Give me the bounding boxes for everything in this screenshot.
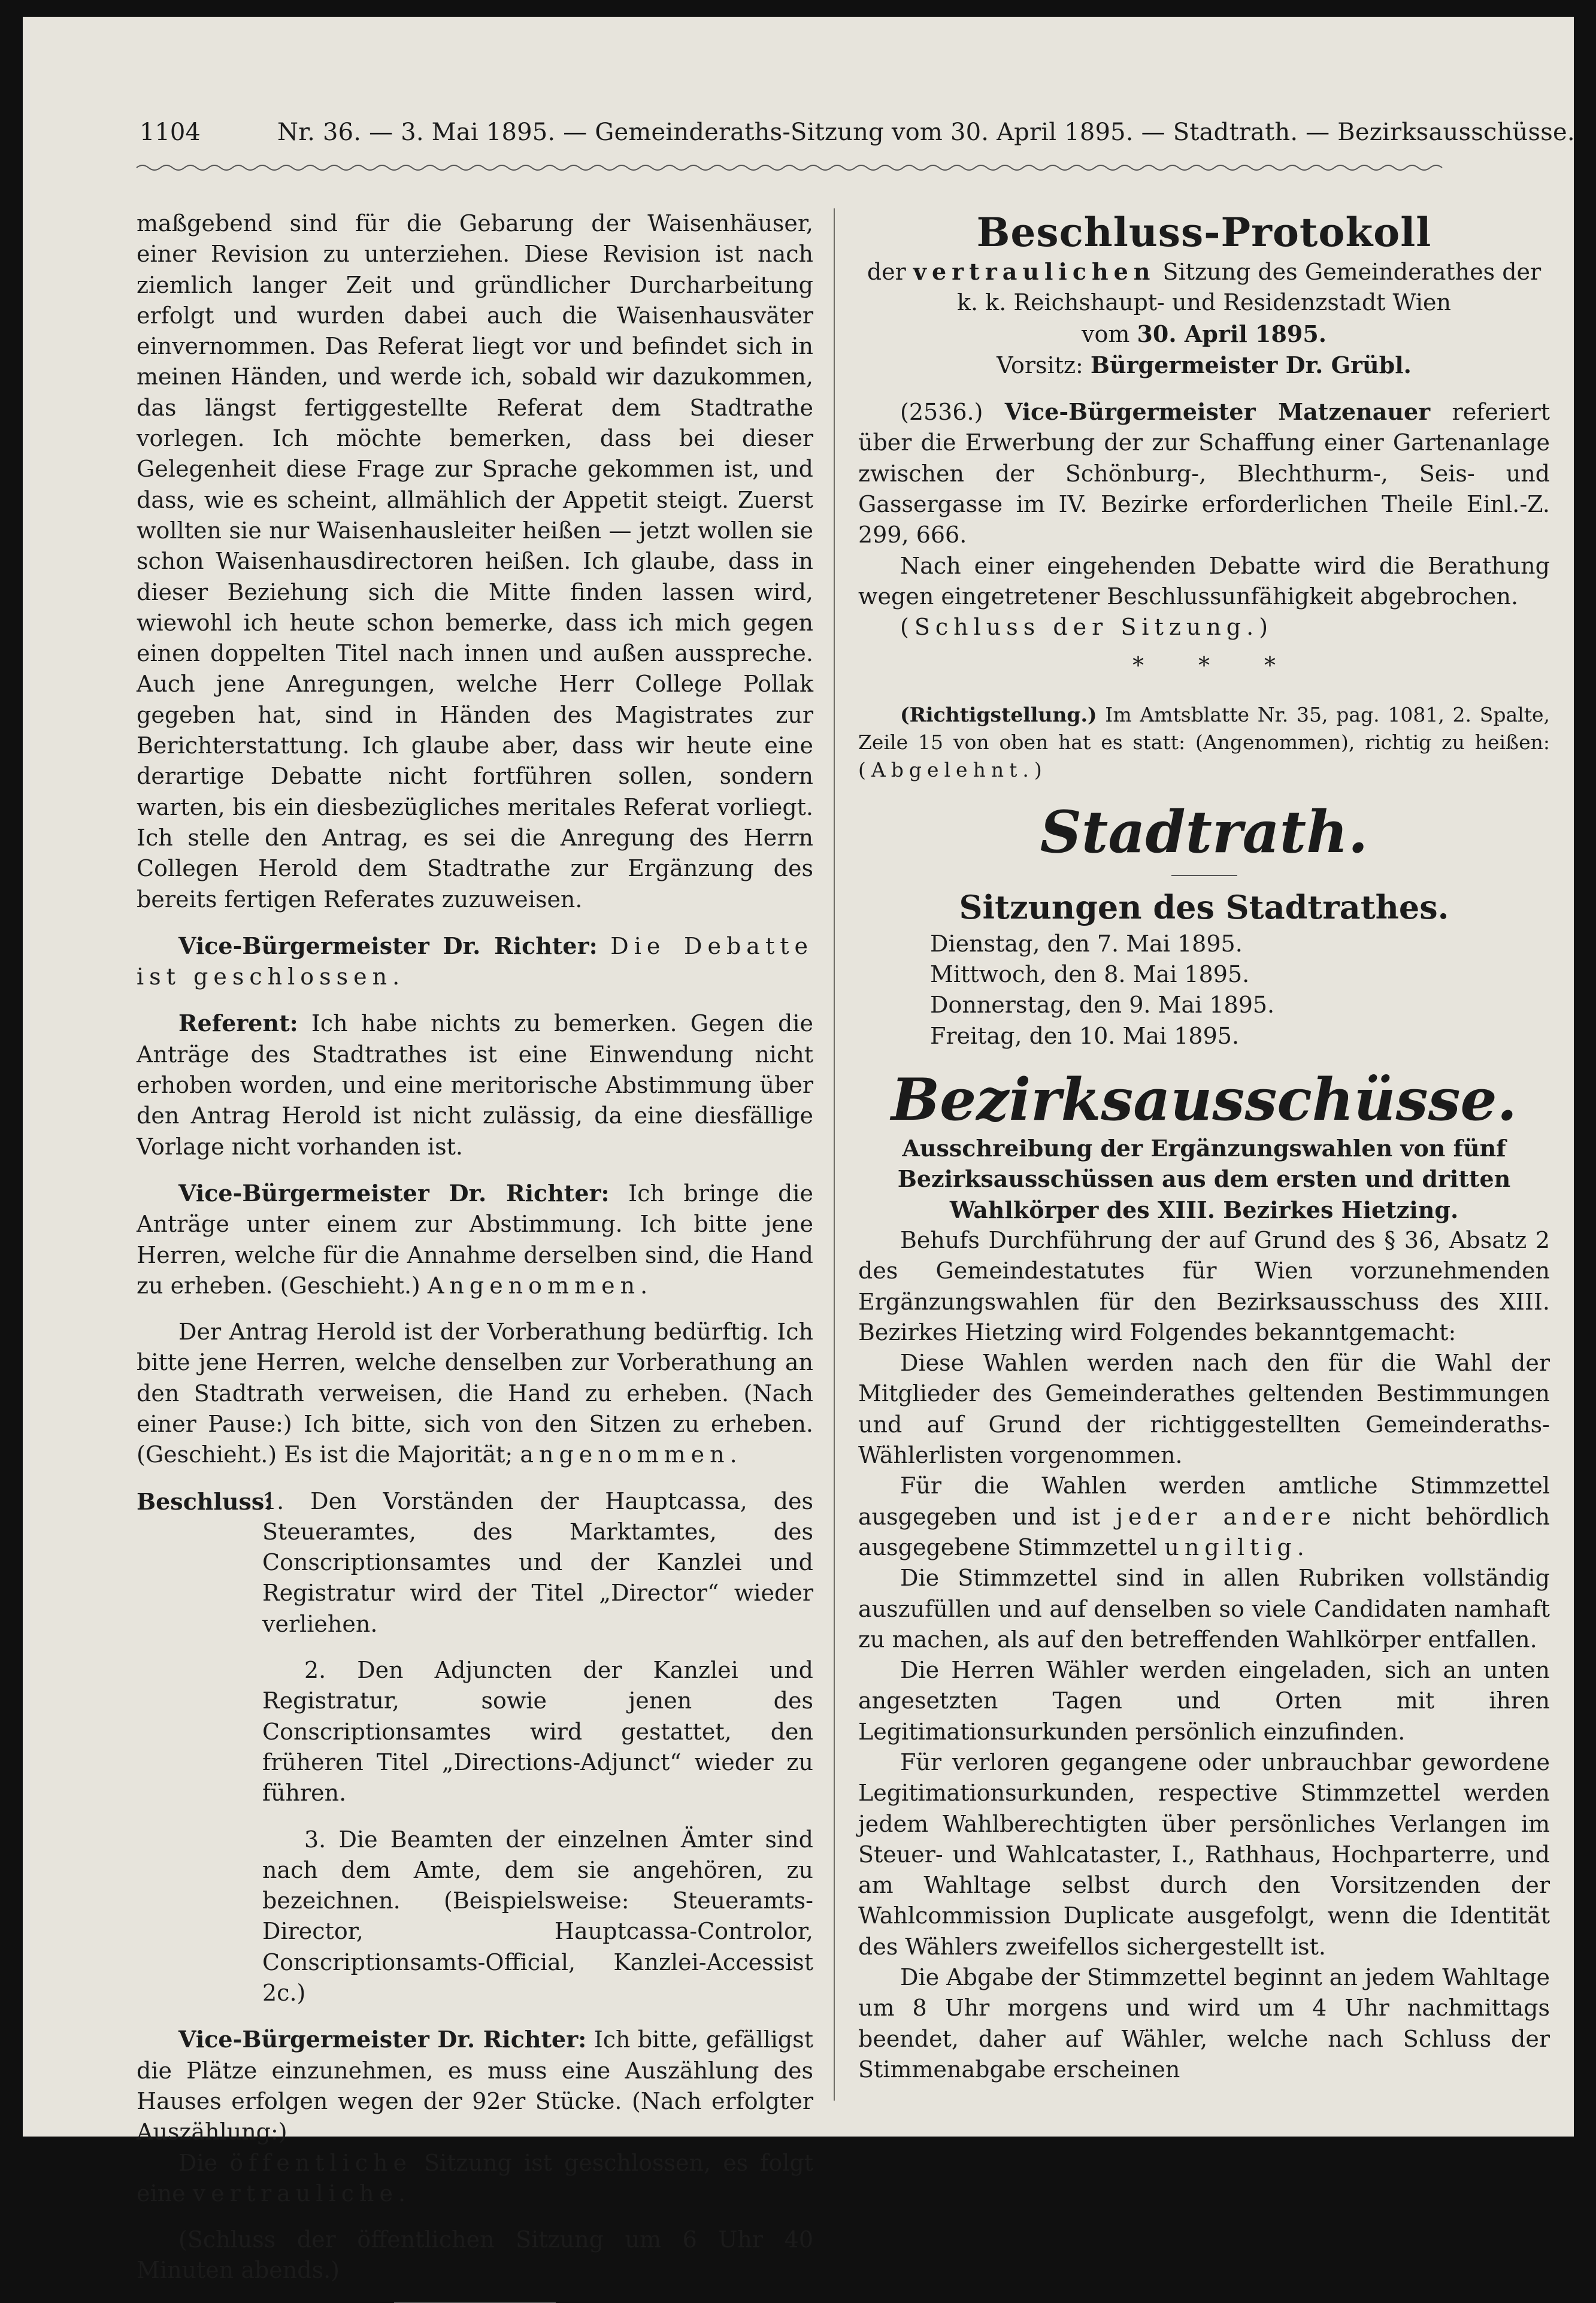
right-column — [858, 208, 1550, 2085]
paragraph-referent — [137, 1008, 813, 1162]
vote-result: angenommen. — [520, 1441, 743, 1468]
page-number: 1104 — [140, 119, 201, 146]
speech-text: Der Antrag Herold ist der Vorberathung bedürftig. Ich bitte jene Herren, welche denselben zur Vorberathung an den Stadtrath verweisen, die Hand zu erheben. (Nach einer Pause:) Ich bitte, sich von den Sitzen zu erheben. (Geschieht.) Es ist die Majorität; — [137, 1319, 813, 1468]
sitzungen-title: Sitzungen des Stadtrathes. — [959, 887, 1449, 926]
beschluss-label: Beschluss: — [137, 1487, 273, 1515]
wahl-paragraph-1: Behufs Durchführung der auf Grund des § 36, Absatz 2 des Gemeindestatutes für Wien vorzunehmenden Ergänzungswahlen für den Bezirksausschuss des XIII. Bezirkes Hietzing wird Folgendes bekanntgemacht: — [858, 1226, 1550, 1346]
paragraph-richter-1 — [137, 931, 813, 993]
beschluss-item-3: 3. Die Beamten der einzelnen Ämter sind nach dem Amte, dem sie angehören, zu bezeichnen. (Beispielsweise: Steueramts-Director, Hauptcassa-Controlor, Conscriptionsamts-Official, Kanzlei-Accessist 2c.) — [262, 1826, 813, 2007]
star-2: * — [1198, 651, 1210, 678]
beschluss-item-1: 1. Den Vorständen der Hauptcassa, des Steueramtes, des Marktamtes, des Conscriptionsamtes und der Kanzlei und Registratur wird der Titel „Director“ wieder verliehen. — [262, 1487, 813, 1637]
newspaper-page — [23, 17, 1575, 2284]
paragraph-richter-3 — [137, 2024, 813, 2147]
paragraph-sitzung-geschlossen: Die öffentliche Sitzung ist geschlossen, es folgt eine vertrauliche. — [137, 2149, 813, 2207]
end-rule — [394, 2302, 556, 2303]
paragraph-herold-vorberathung — [137, 1317, 813, 1470]
protokoll-title: Beschluss-Protokoll — [976, 209, 1432, 256]
running-title: Nr. 36. — 3. Mai 1895. — Gemeinderaths-Sitzung vom 30. April 1895. — Stadtrath. — Bezirksausschüsse. — [277, 119, 1575, 146]
session-date: Mittwoch, den 8. Mai 1895. — [930, 961, 1250, 988]
beschluss-block — [137, 1486, 813, 2009]
protokoll-item-result: Nach einer eingehenden Debatte wird die Berathung wegen eingetretener Beschlussunfähigkeit abgebrochen. — [858, 552, 1550, 610]
vote-result: Angenommen. — [427, 1272, 653, 1299]
column-divider — [834, 208, 835, 2101]
speaker-label: Vice-Bürgermeister Dr. Richter: — [178, 2026, 587, 2053]
protokoll-chair: Vorsitz: Bürgermeister Dr. Grübl. — [997, 351, 1412, 378]
speech-text: Ich bringe die Anträge unter einem zur Abstimmung. Ich bitte jene Herren, welche für die Annahme derselben sind, die Hand zu erheben. (Geschieht.) — [137, 1180, 813, 1299]
section-stars — [858, 650, 1550, 681]
speech-text: Die Debatte ist geschlossen. — [137, 932, 813, 990]
session-dates — [858, 929, 1550, 1051]
running-header — [140, 119, 1575, 160]
star-3: * — [1264, 651, 1276, 678]
paragraph-schluss-oeffentlich: (Schluss der öffentlichen Sitzung um 6 Uhr 40 Minuten abends.) — [137, 2226, 813, 2284]
session-date: Freitag, den 10. Mai 1895. — [930, 1022, 1240, 1049]
protokoll-subtitle-1: der vertraulichen Sitzung des Gemeinderathes der — [867, 258, 1542, 285]
wahl-paragraph-4: Die Stimmzettel sind in allen Rubriken vollständig auszufüllen und auf denselben so viele Candidaten namhaft zu machen, als auf den betreffenden Wahlkörper entfallen. — [858, 1565, 1550, 1653]
star-1: * — [1132, 651, 1144, 678]
correction-note: (Richtigstellung.) Im Amtsblatte Nr. 35, pag. 1081, 2. Spalte, Zeile 15 von oben hat es statt: (Angenommen), richtig zu heißen: (Abgelehnt.) — [858, 702, 1550, 781]
speaker-label: Vice-Bürgermeister Dr. Richter: — [178, 1179, 610, 1207]
header-wavy-rule — [137, 160, 1442, 175]
speaker-label: Referent: — [178, 1010, 298, 1037]
speaker-label: Vice-Bürgermeister Matzenauer — [1004, 398, 1431, 426]
paragraph-richter-2 — [137, 1178, 813, 1301]
protokoll-closing: (Schluss der Sitzung.) — [900, 614, 1274, 641]
wahl-paragraph-2: Diese Wahlen werden nach den für die Wahl der Mitglieder des Gemeinderathes geltenden Bestimmungen und auf Grund der richtiggestellten Gemeinderaths-Wählerlisten vorgenommen. — [858, 1350, 1550, 1469]
speaker-label: Vice-Bürgermeister Dr. Richter: — [178, 932, 598, 959]
speech-text: Ich bitte, gefälligst die Plätze einzunehmen, es muss eine Auszählung des Hauses erfolgen wegen der 92er Stücke. (Nach erfolgter Auszählung:) — [137, 2026, 813, 2146]
paragraph-waisenhaus: maßgebend sind für die Gebarung der Waisenhäuser, einer Revision zu unterziehen. Diese Revision ist nach ziemlich langer Zeit und gründlicher Durcharbeitung erfolgt und wurden dabei auch die Waisenhausväter einvernommen. Das Referat liegt vor und befindet sich in meinen Händen, und werde ich, sobald wir dazukommen, das längst fertiggestellte Referat dem Stadtrathe vorlegen. Ich möchte bemerken, dass bei dieser Gelegenheit diese Frage zur Sprache gekommen ist, und dass, wie es scheint, allmählich der Appetit steigt. Zuerst wollten sie nur Waisenhausleiter heißen — jetzt wollen sie schon Waisenhausdirectoren heißen. Ich glaube, dass in dieser Beziehung sich die Mitte finden lassen wird, wiewohl ich heute schon bemerke, dass ich mich gegen einen doppelten Titel nach innen und außen ausspreche. Auch jene Anregungen, welche Herr College Pollak gegeben hat, sind in Händen des Magistrates zur Berichterstattung. Ich glaube aber, dass wir heute eine derartige Debatte nicht fortführen sollen, sondern warten, bis ein diesbezügliches meritales Referat vorliegt. Ich stelle den Antrag, es sei die Anregung des Herrn Collegen Herold dem Stadtrathe zur Ergänzung des bereits fertigen Referates zuzuweisen. — [137, 210, 813, 913]
stadtrath-title: Stadtrath. — [1040, 798, 1368, 866]
protokoll-subtitle-2: k. k. Reichshaupt- und Residenzstadt Wien — [956, 289, 1451, 316]
protokoll-date: vom 30. April 1895. — [1082, 320, 1327, 347]
protokoll-item-2536: (2536.) Vice-Bürgermeister Matzenauer referiert über die Erwerbung der zur Schaffung einer Gartenanlage zwischen der Schönburg-, Blechthurm-, Seis- und Gassergasse im IV. Bezirke erforderlichen Theile Einl.-Z. 299, 666. — [858, 398, 1550, 549]
bezirksausschuesse-subtitle: Ausschreibung der Ergänzungswahlen von fünf Bezirksausschüssen aus dem ersten und dritten Wahlkörper des XIII. Bezirkes Hietzing. — [897, 1135, 1511, 1223]
bezirksausschuesse-title: Bezirksausschüsse. — [891, 1066, 1518, 1134]
wahl-paragraph-3: Für die Wahlen werden amtliche Stimmzettel ausgegeben und ist jeder andere nicht behördlich ausgegebene Stimmzettel ungiltig. — [858, 1472, 1550, 1560]
wahl-paragraph-6: Für verloren gegangene oder unbrauchbar gewordene Legitimationsurkunden, respective Stimmzettel werden jedem Wahlberechtigten über persönliches Verlangen im Steuer- und Wahlcataster, I., Rathhaus, Hochparterre, und am Wahltage selbst durch den Vorsitzenden der Wahlcommission Duplicate ausgefolgt, wenn die Identität des Wählers zweifellos sichergestellt ist. — [858, 1749, 1550, 1960]
session-date: Dienstag, den 7. Mai 1895. — [930, 930, 1243, 957]
beschluss-items — [262, 1486, 813, 2009]
speech-text: Ich habe nichts zu bemerken. Gegen die Anträge des Stadtrathes ist eine Einwendung nicht erhoben worden, und eine meritorische Abstimmung über den Antrag Herold ist nicht zulässig, da eine diesfällige Vorlage nicht vorhanden ist. — [137, 1010, 813, 1160]
wahl-paragraph-7: Die Abgabe der Stimmzettel beginnt an jedem Wahltage um 8 Uhr morgens und wird um 4 Uhr nachmittags beendet, daher auf Wähler, welche nach Schluss der Stimmenabgabe erscheinen — [858, 1964, 1550, 2083]
session-date: Donnerstag, den 9. Mai 1895. — [930, 992, 1275, 1019]
wahl-paragraph-5: Die Herren Wähler werden eingeladen, sich an unten angesetzten Tagen und Orten mit ihren Legitimationsurkunden persönlich einzufinden. — [858, 1657, 1550, 1745]
item-number: (2536.) — [900, 399, 983, 426]
left-column — [137, 208, 813, 2303]
beschluss-item-2: 2. Den Adjuncten der Kanzlei und Registratur, sowie jenen des Conscriptionsamtes wird gestattet, den früheren Titel „Directions-Adjunct“ wieder zu führen. — [262, 1657, 813, 1807]
title-rule — [1171, 875, 1237, 876]
